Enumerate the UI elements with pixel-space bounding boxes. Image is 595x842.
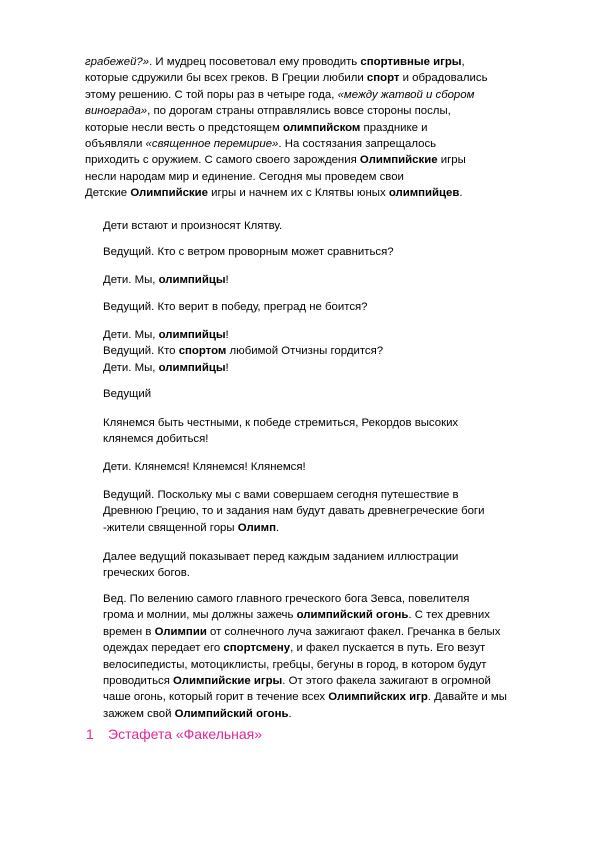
text-run: Клянемся быть честными, к победе стремиться, Рекордов высоких [103,417,459,429]
italic-text: винограда» [85,105,148,118]
text-line [85,152,525,168]
text-run: . Давайте и мы [427,691,507,704]
bold-text: Олимпийские игры [173,675,283,688]
text-line [85,624,525,640]
paragraph-oath [85,415,525,448]
text-line [85,689,525,705]
section-title: Эстафета «Факельная» [108,726,263,742]
text-run: , по дорогам страны отправлялись вовсе стороны послы, [147,105,451,118]
italic-text: «священное перемирие» [145,138,279,151]
bold-text: Олимп [237,521,276,534]
text-line [85,459,525,475]
text-line [85,185,525,201]
text-line [85,549,525,565]
text-run: . С тех древних [408,609,490,622]
bold-text: олимпийский огонь [296,609,409,622]
text-run: Вед. По велению самого главного греческого бога Зевса, повелителя [103,593,470,605]
bold-text: Олимпийские [130,187,208,200]
bold-text: Олимпийских игр [328,691,428,704]
text-run: Дети. Клянемся! Клянемся! Клянемся! [103,461,306,473]
text-line [85,706,525,722]
text-run: . [459,187,463,200]
bold-text: спортивные игры [360,56,462,68]
text-line [85,431,525,447]
paragraph-leader-question-1 [85,244,525,260]
text-run: . От этого факела зажигают в огромной [282,675,491,688]
text-line [85,54,525,70]
text-run: Далее ведущий показывает перед каждым заданием иллюстрации [103,551,459,563]
text-run: Ведущий. Кто [103,345,179,358]
paragraph-dialogue [85,327,525,376]
text-run: одеждах передает его [103,642,224,655]
text-run: , [461,56,465,68]
text-run: греческих богов. [103,567,190,580]
text-line [85,244,525,260]
text-line [85,272,525,288]
text-line [85,103,525,119]
paragraph-illustrations [85,549,525,582]
text-run: ! [225,361,229,374]
text-line [85,136,525,152]
text-run: Дети встают и произносят Клятву. [103,220,283,232]
text-run: времен в [103,625,155,638]
text-run: чаше огонь, который горит в течение всех [103,691,329,704]
paragraph-children-answer-1 [85,272,525,288]
text-run: . [276,521,280,534]
text-line [85,503,525,519]
bold-text: олимпийцы [158,329,226,341]
bold-text: спортсмену [223,642,291,655]
section-number: 1 [86,726,94,742]
text-run: несли народам мир и единение. Сегодня мы проведем свои [85,170,404,183]
text-run: которые сдружили бы всех греков. В Греции любили [85,72,367,85]
text-run: Древнюю Грецию, то и задания нам будут давать древнегреческие боги [103,505,485,518]
paragraph-leader-question-2 [85,299,525,315]
text-run: Ведущий. Поскольку мы с вами совершаем сегодня путешествие в [103,489,459,501]
text-run: и обрадовались [399,72,488,85]
text-run: Ведущий. Кто верит в победу, преград не боится? [103,301,368,313]
text-line [85,657,525,673]
text-run: . И мудрец посоветовал ему проводить [149,56,361,68]
text-run: объявляли [85,138,146,151]
text-run: приходить с оружием. С самого своего зарождения [85,154,360,167]
section-heading [86,725,262,743]
text-run: проводиться [103,675,174,688]
paragraph-oath-intro [85,218,525,234]
bold-text: Олимпии [154,625,207,638]
bold-text: олимпийском [283,121,361,134]
text-run: -жители священной горы [103,521,238,534]
paragraph-leader [85,386,525,402]
text-run: Ведущий [103,388,152,400]
text-line [85,520,525,536]
text-run: грома и молнии, мы должны зажечь [103,609,297,622]
bold-text: спортом [178,345,227,358]
bold-text: Олимпийский огонь [174,707,289,720]
text-run: Дети. Мы, [103,329,159,341]
text-run: ! [225,329,229,341]
text-line [85,673,525,689]
paragraph-ancient-greece [85,487,525,536]
text-line [85,565,525,581]
text-line [85,640,525,656]
text-run: , и факел пускается в путь. Его везут [290,642,486,655]
bold-text: спорт [366,72,400,85]
bold-text: олимпийцы [158,361,226,374]
text-line [85,327,525,343]
paragraph-zeus [85,591,525,722]
text-line [85,218,525,234]
bold-text: олимпийцы [158,274,226,286]
text-run: велосипедисты, мотоциклисты, гребцы, бегуны в город, в котором будут [103,658,487,671]
bold-text: олимпийцев [388,187,460,200]
bold-text: Олимпийские [359,154,438,167]
text-run: этому решению. С той поры раз в четыре года, [85,88,338,101]
text-line [85,87,525,103]
text-run: Детские [85,187,131,200]
text-run: которые несли весть о предстоящем [85,121,284,134]
text-run: . На состязания запрещалось [278,138,437,151]
text-line [85,386,525,402]
text-run: Дети. Мы, [103,361,159,374]
text-run: Дети. Мы, [103,274,159,286]
text-run: . [288,707,292,720]
text-run: от солнечного луча зажигают факел. Гречанка в белых [206,625,501,638]
paragraph-children-oath [85,459,525,475]
italic-text: «между жатвой и сбором [337,88,475,101]
text-line [85,343,525,359]
text-run: клянемся добиться! [103,433,209,446]
text-line [85,487,525,503]
text-run: ! [225,274,229,286]
text-run: Ведущий. Кто с ветром проворным может сравниться? [103,246,394,258]
text-run: зажжем свой [103,707,175,720]
text-line [85,120,525,136]
text-line [85,299,525,315]
paragraph-intro [85,54,525,202]
text-line [85,607,525,623]
text-line [85,169,525,185]
text-run: игры [437,154,466,167]
text-line [85,70,525,86]
text-run: любимой Отчизны гордится? [226,345,384,358]
text-line [85,415,525,431]
text-run: игры и начнем их с Клятвы юных [207,187,389,200]
italic-text: грабежей?» [85,56,150,68]
text-line [85,360,525,376]
text-run: празднике и [360,121,428,134]
text-line [85,591,525,607]
